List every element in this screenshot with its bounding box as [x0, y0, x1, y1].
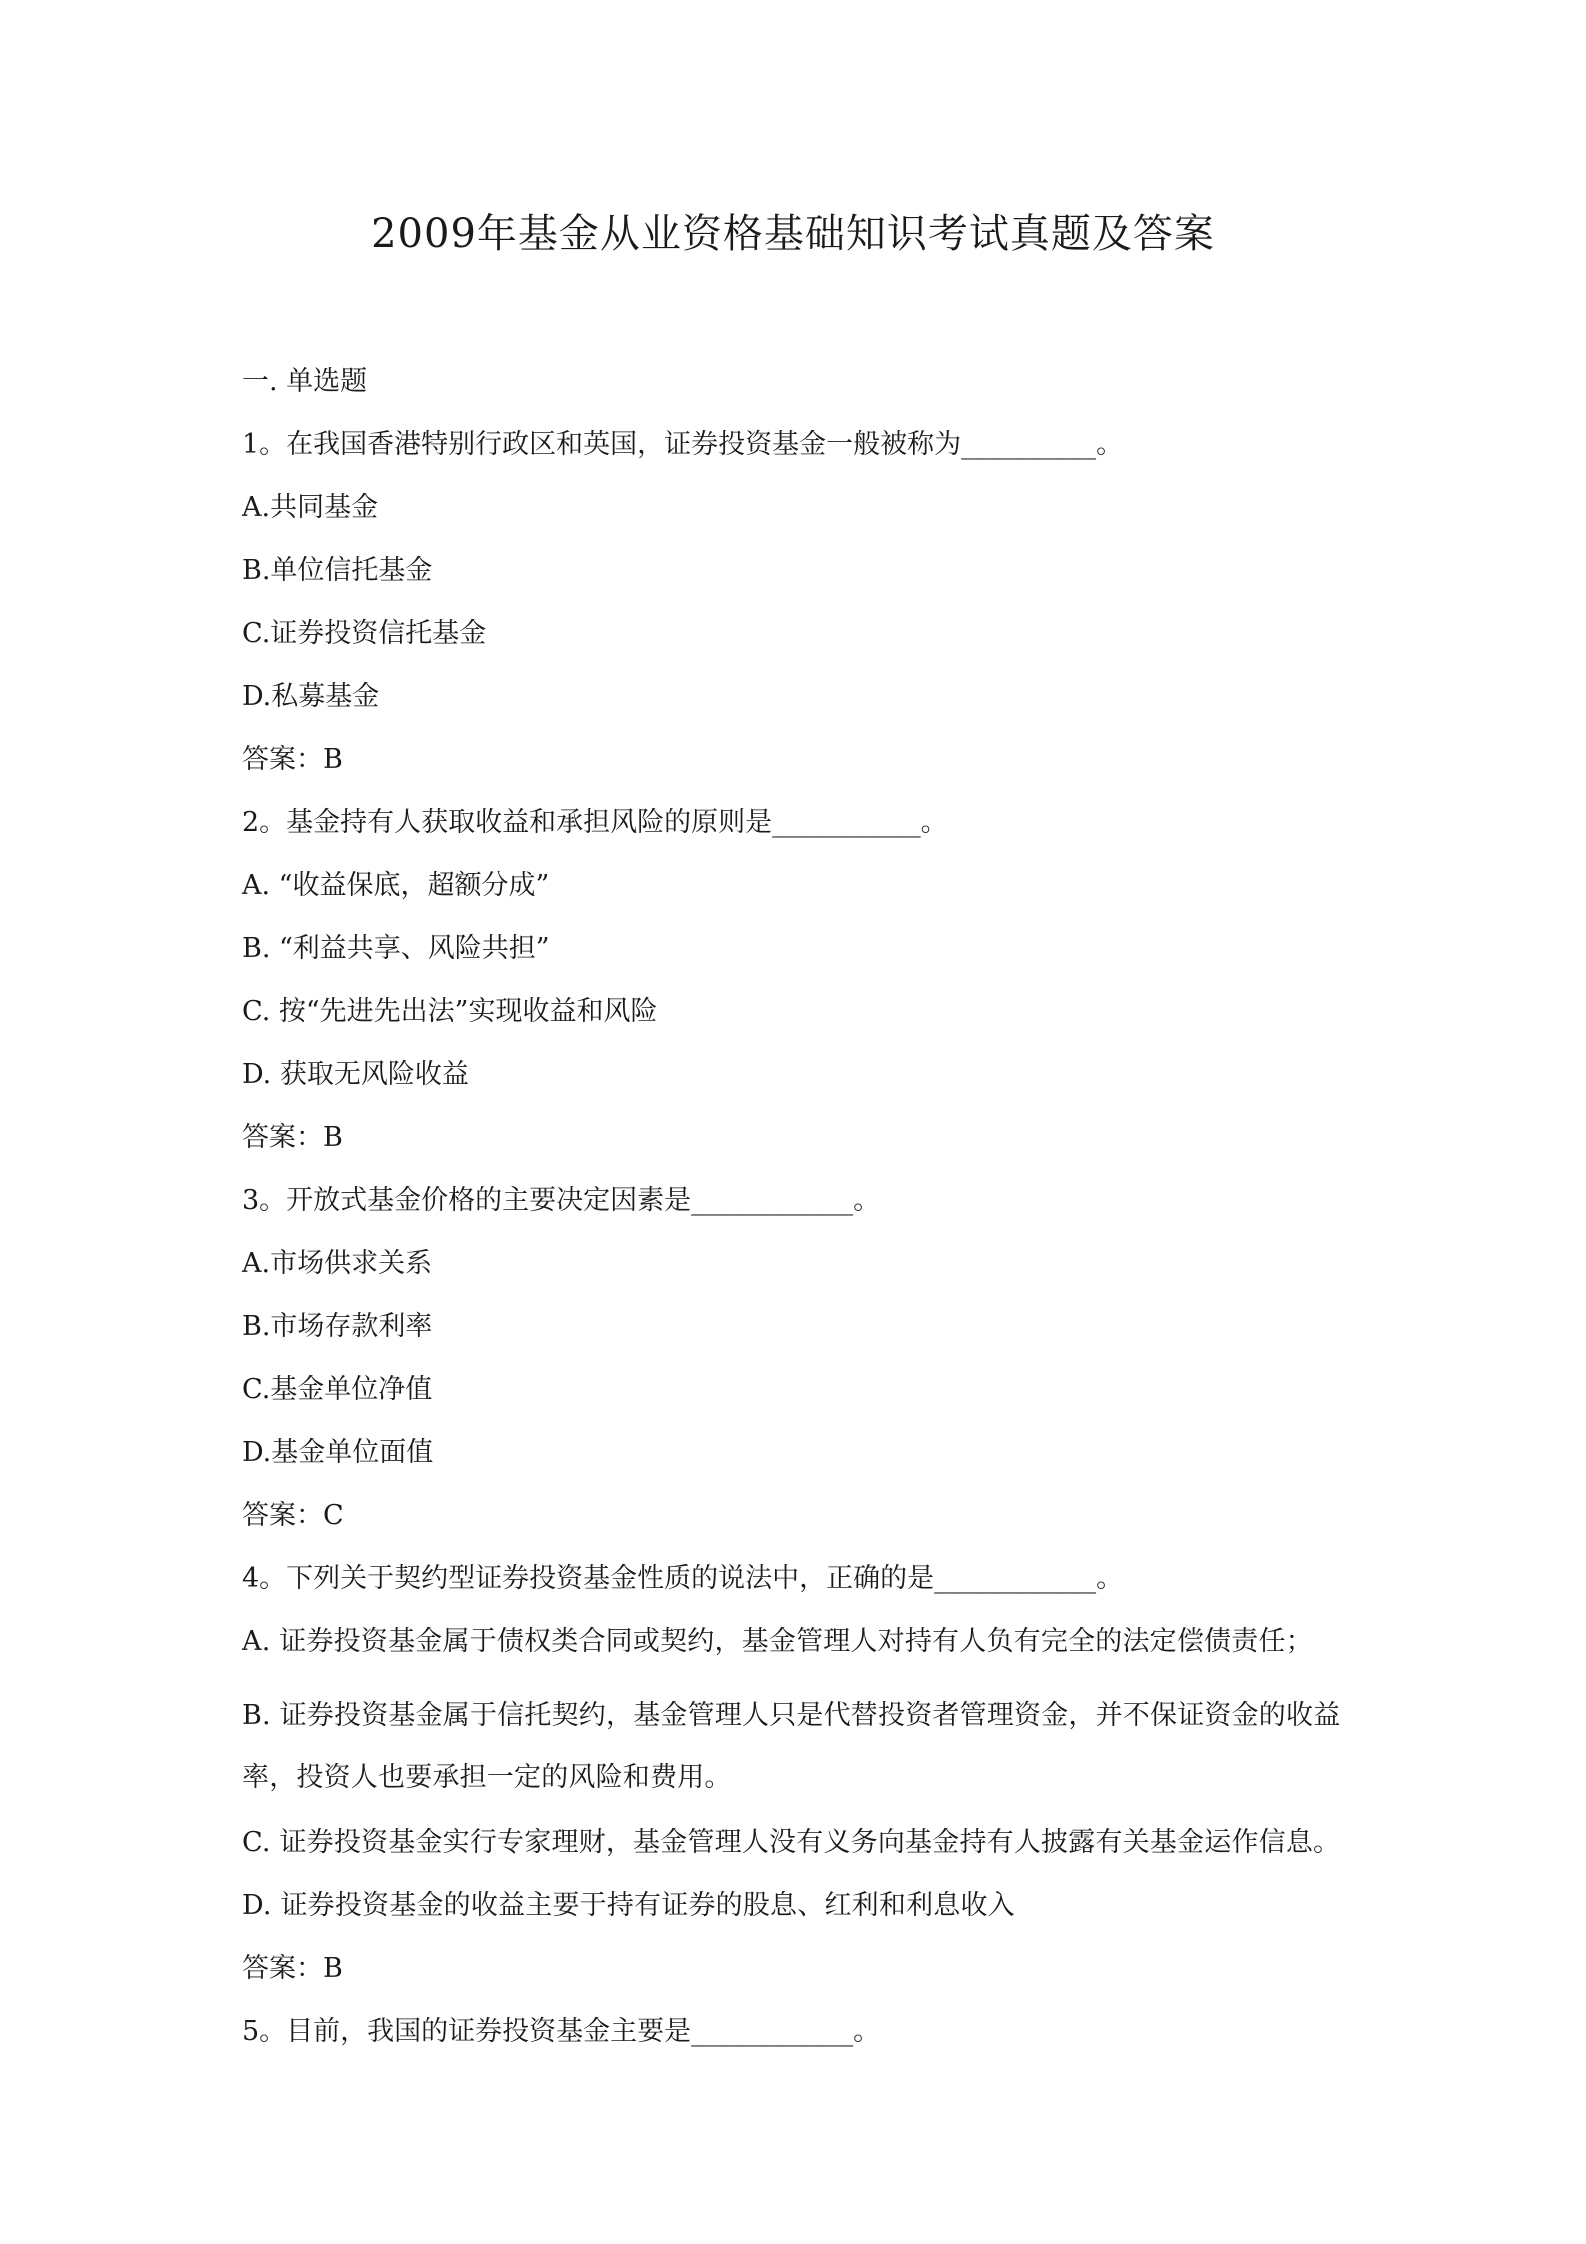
option-d: D. 证券投资基金的收益主要于持有证券的股息、红利和利息收入 — [242, 1890, 1015, 1921]
option-a: A.市场供求关系 — [242, 1248, 433, 1279]
question-stem: 4。下列关于契约型证券投资基金性质的说法中，正确的是____________。 — [242, 1563, 1124, 1594]
option-b: B.单位信托基金 — [242, 555, 433, 586]
option-d: D. 获取无风险收益 — [242, 1059, 469, 1090]
question-1 — [242, 425, 1362, 780]
question-stem: 5。目前，我国的证券投资基金主要是____________。 — [242, 2016, 881, 2047]
answer: 答案：B — [242, 1122, 343, 1153]
document-title: 2009年基金从业资格基础知识考试真题及答案 — [371, 211, 1215, 257]
option-c: C. 证券投资基金实行专家理财，基金管理人没有义务向基金持有人披露有关基金运作信息。 — [242, 1827, 1341, 1858]
answer: 答案：B — [242, 1953, 343, 1984]
question-stem: 3。开放式基金价格的主要决定因素是____________。 — [242, 1185, 881, 1216]
question-stem: 1。在我国香港特别行政区和英国，证券投资基金一般被称为__________。 — [242, 429, 1124, 460]
option-b: B. 证券投资基金属于信托契约，基金管理人只是代替投资者管理资金，并不保证资金的收益率，投资人也要承担一定的风险和费用。 — [242, 1700, 1341, 1793]
option-a: A. 证券投资基金属于债权类合同或契约，基金管理人对持有人负有完全的法定偿债责任； — [242, 1626, 1313, 1657]
option-c: C. 按“先进先出法”实现收益和风险 — [242, 996, 658, 1027]
option-d: D.基金单位面值 — [242, 1437, 434, 1468]
option-c: C.基金单位净值 — [242, 1374, 433, 1405]
option-a: A.共同基金 — [242, 492, 379, 523]
option-b: B. “利益共享、风险共担” — [242, 933, 550, 964]
option-b: B.市场存款利率 — [242, 1311, 433, 1342]
option-a: A. “收益保底，超额分成” — [242, 870, 550, 901]
question-2 — [242, 803, 1362, 1158]
question-5 — [242, 2012, 1362, 2052]
question-4 — [242, 1559, 1362, 1989]
option-c: C.证券投资信托基金 — [242, 618, 487, 649]
answer: 答案：C — [242, 1500, 344, 1531]
section-heading: 一. 单选题 — [242, 366, 368, 397]
document-body — [242, 362, 1362, 2075]
question-stem: 2。基金持有人获取收益和承担风险的原则是___________。 — [242, 807, 948, 838]
option-d: D.私募基金 — [242, 681, 380, 712]
question-3 — [242, 1181, 1362, 1536]
answer: 答案：B — [242, 744, 343, 775]
